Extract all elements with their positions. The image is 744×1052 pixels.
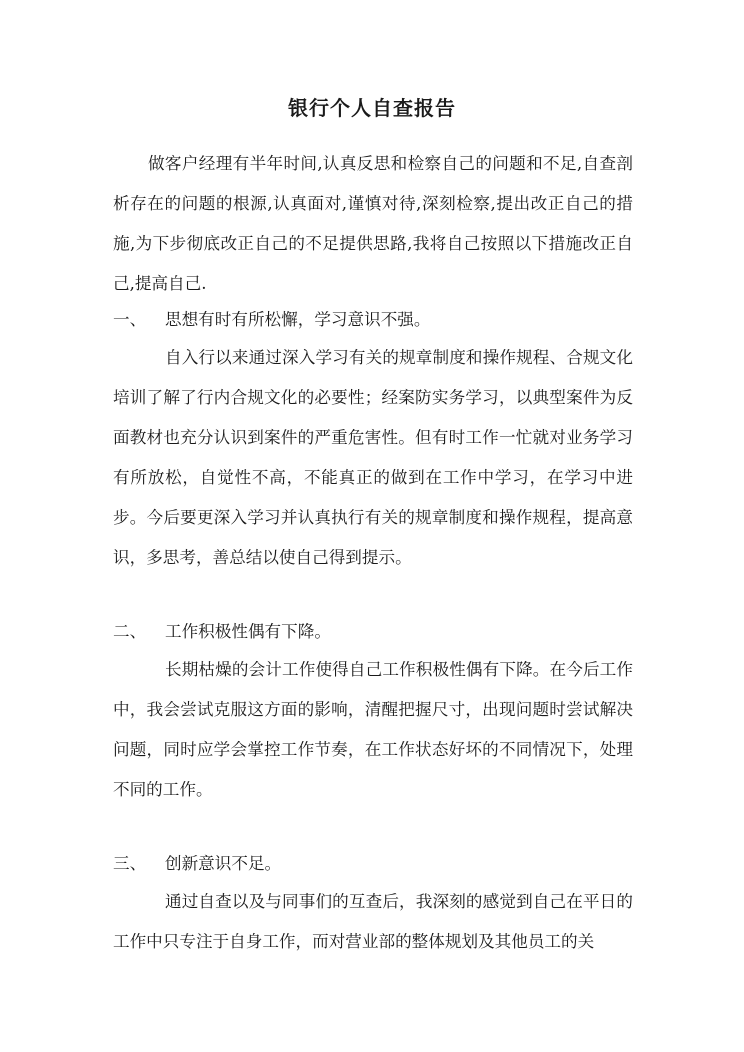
section-heading-3 (113, 846, 633, 882)
section-heading-text-1: 思想有时有所松懈，学习意识不强。 (165, 310, 431, 329)
section-number-3: 三、 (113, 854, 147, 873)
section-heading-1 (113, 302, 633, 338)
section-body-3: 通过自查以及与同事们的互查后，我深刻的感觉到自己在平日的工作中只专注于自身工作，而对营业部的整体规划及其他员工的关 (113, 892, 633, 951)
section-body-1: 自入行以来通过深入学习有关的规章制度和操作规程、合规文化培训了解了行内合规文化的必要性；经案防实务学习，以典型案件为反面教材也充分认识到案件的严重危害性。但有时工作一忙就对业务学习有所放松，自觉性不高，不能真正的做到在工作中学习，在学习中进步。今后要更深入学习并认真执行有关的规章制度和操作规程，提高意识，多思考，善总结以使自己得到提示。 (113, 348, 633, 567)
section-body-2: 长期枯燥的会计工作使得自己工作积极性偶有下降。在今后工作中，我会尝试克服这方面的影响，清醒把握尺寸，出现问题时尝试解决问题，同时应学会掌控工作节奏，在工作状态好坏的不同情况下，处理不同的工作。 (113, 660, 633, 799)
intro-paragraph: 做客户经理有半年时间,认真反思和检察自己的问题和不足,自查剖析存在的问题的根源,认真面对,谨慎对待,深刻检察,提出改正自己的措施,为下步彻底改正自己的不足提供思路,我将自己按照以下措施改正自己,提高自己. (113, 154, 633, 293)
section-heading-2 (113, 614, 633, 650)
section-number-1: 一、 (113, 310, 147, 329)
section-heading-text-2: 工作积极性偶有下降。 (165, 622, 331, 641)
document-title: 银行个人自查报告 (288, 96, 456, 120)
section-heading-text-3: 创新意识不足。 (165, 854, 282, 873)
section-number-2: 二、 (113, 622, 147, 641)
